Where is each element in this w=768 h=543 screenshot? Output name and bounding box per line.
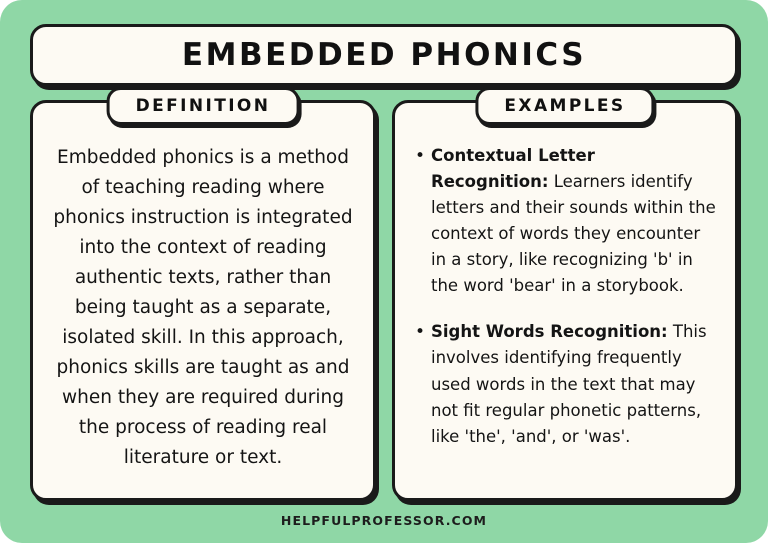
examples-panel	[392, 96, 738, 501]
panels-container	[30, 96, 738, 501]
example-description: This involves identifying frequently used words in the text that may not fit regular phonetic patterns, like 'the', 'and', or 'was'.	[431, 322, 707, 446]
examples-list	[411, 143, 719, 450]
list-item	[415, 319, 717, 449]
definition-header-label: DEFINITION	[135, 96, 271, 116]
examples-panel-header	[475, 87, 654, 125]
bullet-icon: •	[415, 322, 426, 343]
list-item	[415, 143, 717, 299]
bullet-icon: •	[415, 146, 426, 166]
definition-panel-header	[107, 87, 300, 125]
example-term: Sight Words Recognition:	[431, 322, 668, 342]
example-description: Learners identify letters and their sounds within the context of words they encounter in a story, like recognizing 'b' in the word 'bear' in a storybook.	[431, 172, 716, 296]
page-title: EMBEDDED PHONICS	[181, 37, 587, 73]
footer-source-label: HELPFULPROFESSOR.COM	[280, 513, 488, 528]
example-term: Contextual Letter Recognition:	[431, 146, 595, 192]
examples-header-label: EXAMPLES	[504, 96, 626, 116]
definition-text: Embedded phonics is a method of teaching reading where phonics instruction is integrated into the context of reading authentic texts, rather than being taught as a separate, isolated skill. In this approach, phonics skills are taught as and when they are required during the process of reading real literature or text.	[53, 147, 353, 468]
definition-panel	[30, 96, 376, 501]
footer	[20, 501, 748, 531]
title-card	[30, 24, 738, 86]
